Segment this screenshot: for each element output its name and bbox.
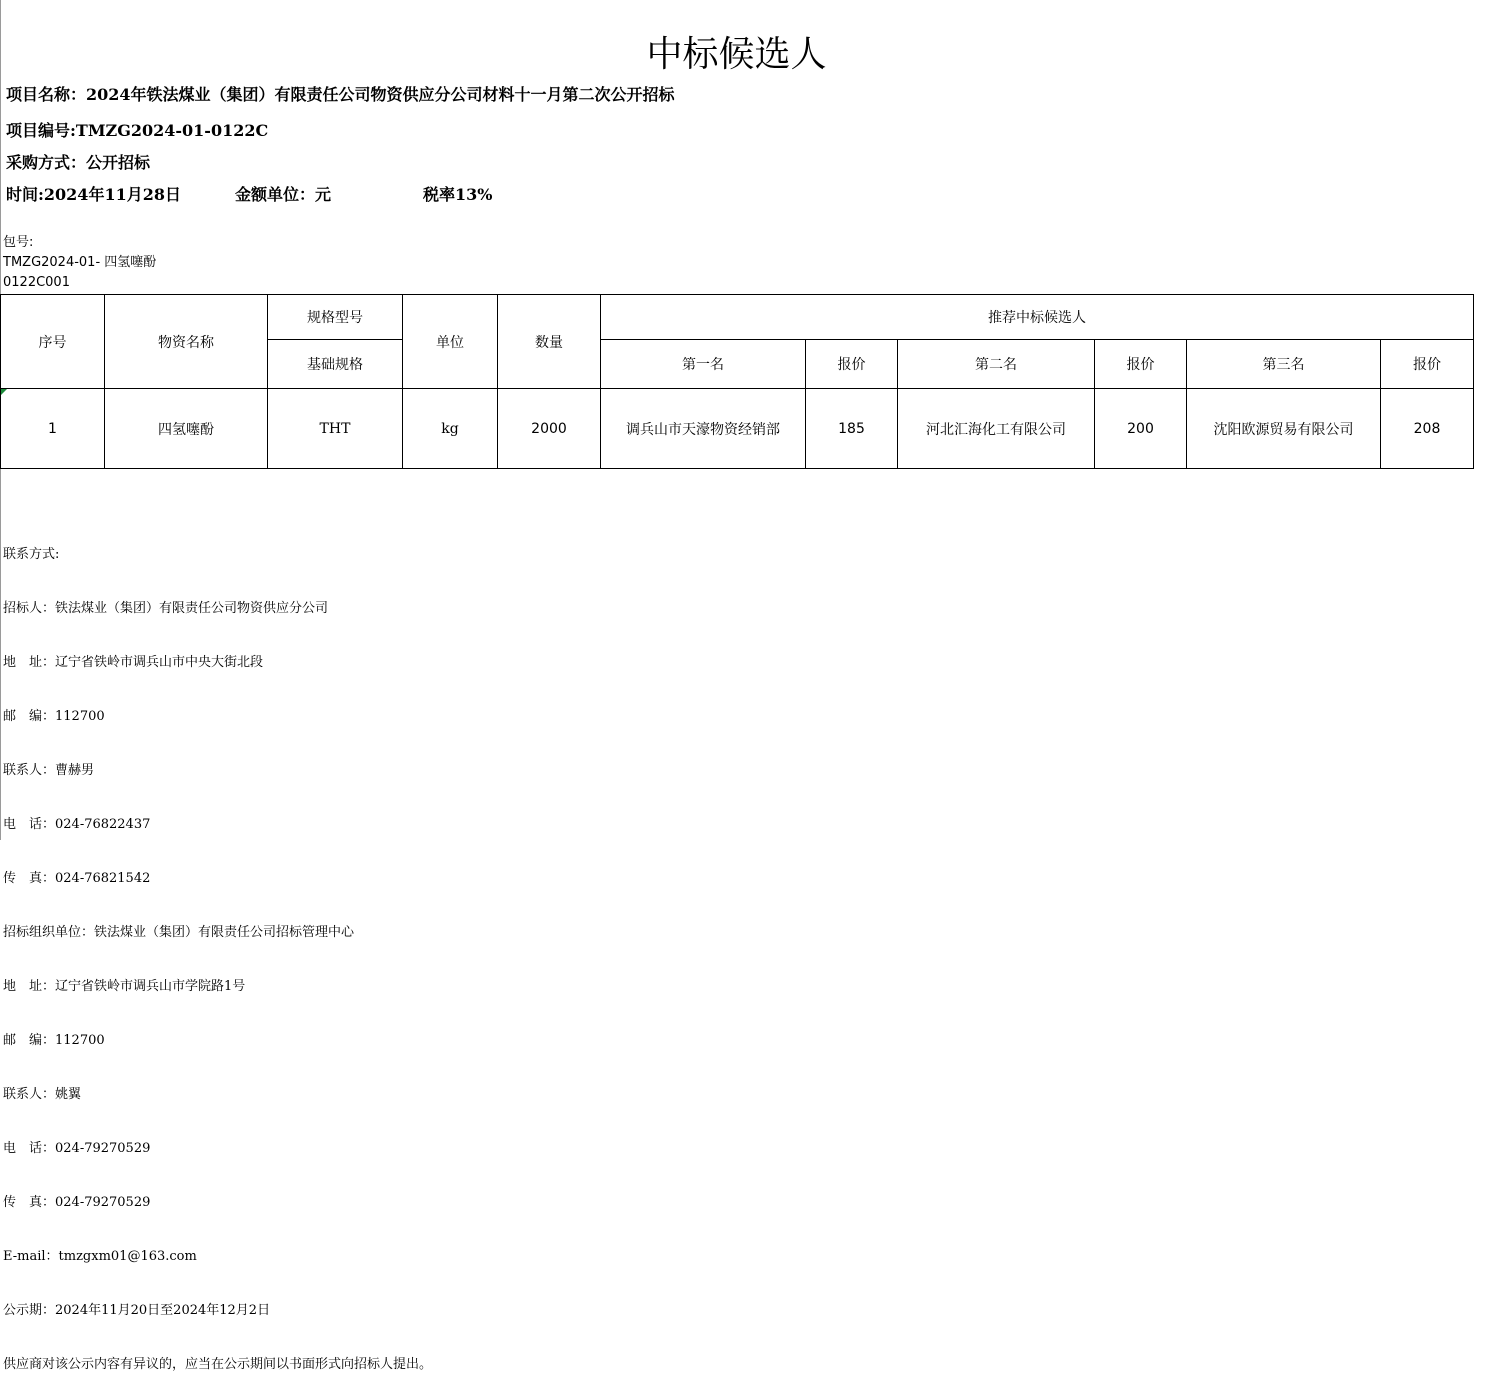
- package-code-suffix: 0122C001: [3, 275, 70, 290]
- header-third-price: 报价: [1381, 340, 1474, 389]
- announcement-time: 时间:2024年11月28日: [6, 185, 181, 204]
- header-third-place: 第三名: [1187, 340, 1381, 389]
- publicity-period: 公示期：2024年11月20日至2024年12月2日: [3, 1303, 271, 1318]
- currency-unit: 金额单位：元: [235, 185, 332, 204]
- cell-third-candidate: 沈阳欧源贸易有限公司: [1187, 389, 1381, 469]
- contact-agency: 招标组织单位：铁法煤业（集团）有限责任公司招标管理中心: [3, 925, 355, 940]
- contact-agency-postcode: 邮 编：112700: [3, 1033, 105, 1048]
- cell-unit: kg: [403, 389, 498, 469]
- header-material-name: 物资名称: [105, 295, 268, 389]
- contact-heading: 联系方式:: [3, 547, 60, 562]
- contact-agency-person: 联系人：姚翼: [3, 1087, 82, 1102]
- header-second-place: 第二名: [898, 340, 1095, 389]
- contact-agency-phone: 电 话：024-79270529: [3, 1141, 151, 1156]
- contact-tenderer-phone: 电 话：024-76822437: [3, 817, 151, 832]
- cell-first-candidate: 调兵山市天濠物资经销部: [601, 389, 806, 469]
- contact-agency-fax: 传 真：024-79270529: [3, 1195, 151, 1210]
- contact-tenderer-person: 联系人：曹赫男: [3, 763, 95, 778]
- cell-comment-marker: [1, 389, 7, 395]
- cell-spec: THT: [268, 389, 403, 469]
- cell-first-price: 185: [806, 389, 898, 469]
- package-number: [3, 233, 156, 293]
- package-code-and-item: TMZG2024-01- 四氢噻酚: [3, 255, 157, 270]
- contact-tenderer-postcode: 邮 编：112700: [3, 709, 105, 724]
- cell-quantity: 2000: [498, 389, 601, 469]
- project-name: 项目名称：2024年铁法煤业（集团）有限责任公司物资供应分公司材料十一月第二次公开招标: [6, 85, 675, 104]
- contact-tenderer-address: 地 址：辽宁省铁岭市调兵山市中央大街北段: [3, 655, 264, 670]
- header-recommended-candidates: 推荐中标候选人: [601, 295, 1474, 340]
- header-base-spec: 基础规格: [268, 340, 403, 389]
- table-row: [1, 389, 1474, 469]
- header-first-price: 报价: [806, 340, 898, 389]
- cell-material-name: 四氢噻酚: [105, 389, 268, 469]
- header-second-price: 报价: [1095, 340, 1187, 389]
- contact-agency-address: 地 址：辽宁省铁岭市调兵山市学院路1号: [3, 979, 246, 994]
- bid-candidate-table: [0, 294, 1474, 469]
- project-number: 项目编号:TMZG2024-01-0122C: [6, 121, 269, 140]
- header-first-place: 第一名: [601, 340, 806, 389]
- objection-notice: 供应商对该公示内容有异议的，应当在公示期间以书面形式向招标人提出。: [3, 1357, 433, 1372]
- cell-third-price: 208: [1381, 389, 1474, 469]
- header-unit: 单位: [403, 295, 498, 389]
- contact-email: E-mail：tmzgxm01@163.com: [3, 1249, 197, 1264]
- header-quantity: 数量: [498, 295, 601, 389]
- header-seq: 序号: [1, 295, 105, 389]
- cell-second-candidate: 河北汇海化工有限公司: [898, 389, 1095, 469]
- tax-rate: 税率13%: [423, 185, 493, 204]
- contact-tenderer-fax: 传 真：024-76821542: [3, 871, 151, 886]
- header-spec-model: 规格型号: [268, 295, 403, 340]
- cell-second-price: 200: [1095, 389, 1187, 469]
- package-label: 包号:: [3, 235, 34, 250]
- cell-seq: 1: [1, 389, 105, 469]
- page-title: 中标候选人: [646, 34, 827, 75]
- procurement-method: 采购方式：公开招标: [6, 153, 151, 172]
- contact-tenderer: 招标人：铁法煤业（集团）有限责任公司物资供应分公司: [3, 601, 329, 616]
- contact-info: [3, 510, 432, 1392]
